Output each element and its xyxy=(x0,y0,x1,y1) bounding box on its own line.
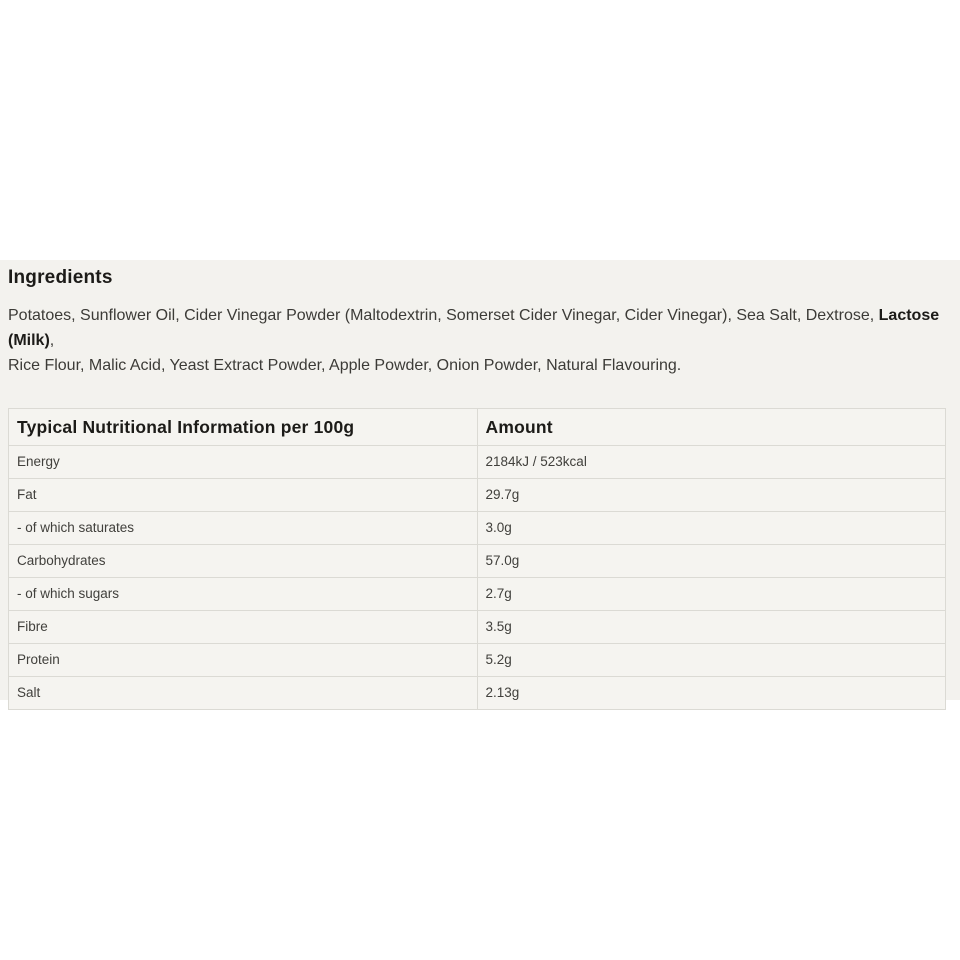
col-header-amount: Amount xyxy=(477,409,946,446)
nutrient-label: Energy xyxy=(9,446,478,479)
ingredients-segment: , xyxy=(49,332,55,349)
nutrient-label: - of which saturates xyxy=(9,512,478,545)
nutrient-label: - of which sugars xyxy=(9,578,478,611)
nutrient-amount: 2.13g xyxy=(477,677,946,710)
nutrient-amount: 57.0g xyxy=(477,545,946,578)
nutrition-table xyxy=(8,408,946,710)
ingredients-segment: Rice Flour, Malic Acid, Yeast Extract Powder, Apple Powder, Onion Powder, Natural Flavouring. xyxy=(8,357,682,374)
nutrient-amount: 2.7g xyxy=(477,578,946,611)
table-row xyxy=(9,545,946,578)
table-row xyxy=(9,479,946,512)
nutrient-amount: 3.5g xyxy=(477,611,946,644)
nutrient-amount: 5.2g xyxy=(477,644,946,677)
nutrient-label: Protein xyxy=(9,644,478,677)
nutrient-amount: 2184kJ / 523kcal xyxy=(477,446,946,479)
table-header-row xyxy=(9,409,946,446)
nutrient-amount: 3.0g xyxy=(477,512,946,545)
allergen-highlight: Lactose (Milk) xyxy=(8,307,940,349)
nutrient-label: Fibre xyxy=(9,611,478,644)
section-title: Ingredients xyxy=(8,267,113,288)
table-row xyxy=(9,677,946,710)
table-row xyxy=(9,644,946,677)
nutrient-label: Salt xyxy=(9,677,478,710)
ingredients-paragraph xyxy=(8,303,952,378)
nutrient-amount: 29.7g xyxy=(477,479,946,512)
ingredients-segment: Potatoes, Sunflower Oil, Cider Vinegar Powder (Maltodextrin, Somerset Cider Vinegar, Cider Vinegar), Sea Salt, Dextrose, xyxy=(8,307,879,324)
table-row xyxy=(9,446,946,479)
table-row xyxy=(9,611,946,644)
nutrient-label: Fat xyxy=(9,479,478,512)
table-row xyxy=(9,578,946,611)
nutrient-label: Carbohydrates xyxy=(9,545,478,578)
table-row xyxy=(9,512,946,545)
ingredients-section xyxy=(0,260,960,700)
col-header-nutrition: Typical Nutritional Information per 100g xyxy=(9,409,478,446)
